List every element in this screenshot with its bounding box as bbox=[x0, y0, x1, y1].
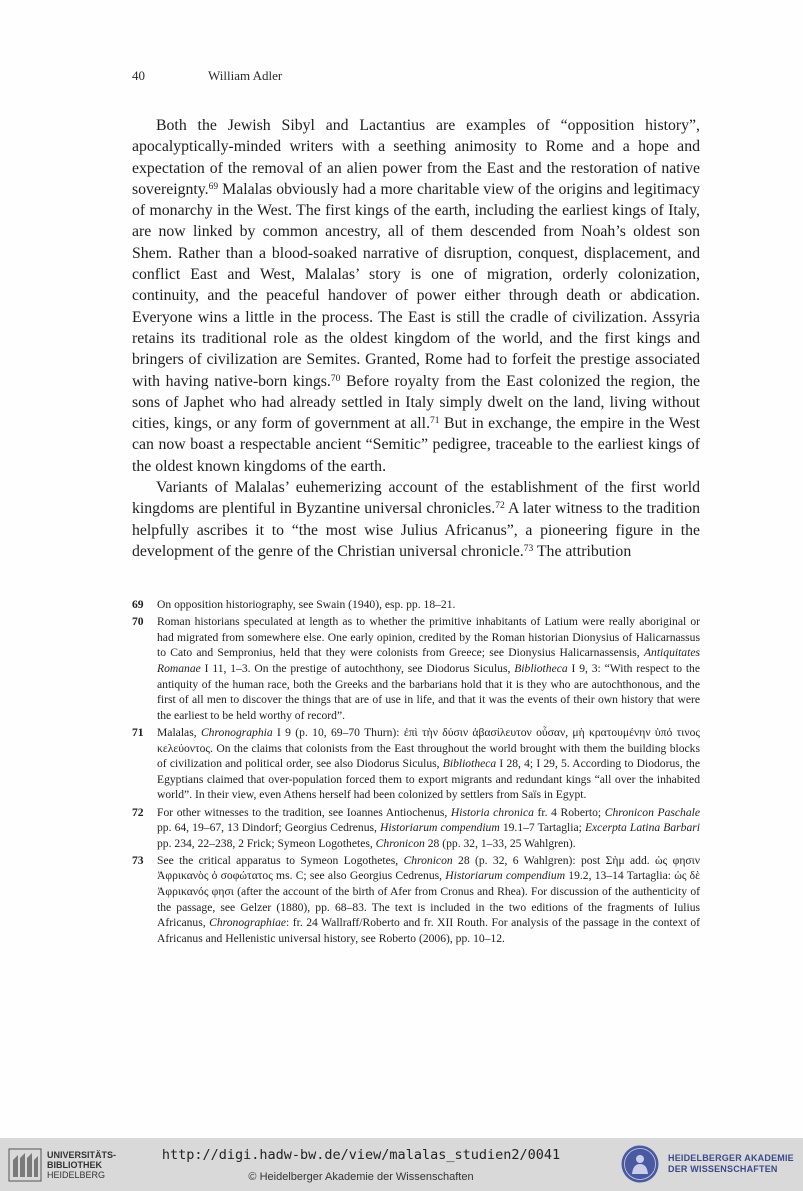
work-title: Historia chronica bbox=[450, 805, 534, 819]
text-run: I 9 (p. 10, 69–70 Thurn): ἐπὶ τὴν δύσιν ἀβασίλευτον οὖσαν, μὴ κρατουμένην ὑπό τινος κελεύοντος. On the claims that colonists from the East throughout the world brought with them the building blocks of civilization and political order, see also Diodorus Siculus, bbox=[157, 725, 701, 771]
text-run: But in exchange, the empire in the West can now boast a respectable ancient “Semitic” pedigree, traceable to the earliest kings of the oldest known kingdoms of the earth. bbox=[132, 415, 700, 475]
text-run: Both the Jewish Sibyl and Lactantius are examples of “opposition history”, apocalyptically-minded writers with a seething animosity to Rome and a hope and expectation of the removal of an alien power from the East and the restoration of native sovereignty. bbox=[132, 117, 700, 198]
text-run: Before royalty from the East colonized the region, the sons of Japhet who had already settled in Italy simply dwelt on the land, living without cities, kings, or any form of government at all. bbox=[132, 372, 701, 433]
text-run: 28 (pp. 32, 1–33, 25 Wahlgren). bbox=[424, 836, 576, 850]
text-run: Malalas, bbox=[157, 725, 201, 739]
viewer-footer bbox=[0, 1138, 803, 1191]
text-run: : fr. 24 Wallraff/Roberto and fr. XII Routh. For analysis of the passage in the context of Africanus and Hellenistic universal history, see Roberto (2006), pp. 10–12. bbox=[157, 916, 700, 945]
footnote-72 bbox=[132, 805, 700, 852]
running-author: William Adler bbox=[208, 68, 283, 83]
work-title: Antiquitates Romanae bbox=[157, 646, 700, 675]
footnote-70 bbox=[132, 614, 700, 723]
logo-text-line: HEIDELBERGER AKADEMIE bbox=[668, 1153, 794, 1163]
footnote-ref-72[interactable]: 72 bbox=[495, 501, 505, 512]
document-url-link[interactable]: http://digi.hadw-bw.de/view/malalas_studien2/0041 bbox=[161, 1147, 561, 1163]
text-run: Roman historians speculated at length as to whether the primitive inhabitants of Latium were really aboriginal or had migrated from somewhere else. One early opinion, credited by the Roman historian Dionysius of Halicarnassus to Cato and Sempronius, held that they were colonists from Greece; see Dionysius Halicarnassensis, bbox=[157, 615, 700, 660]
footnote-text bbox=[157, 614, 700, 723]
footnote-text bbox=[157, 805, 700, 852]
text-run: 19.2, 13–14 Tartaglia: ὡς δὲ Ἀφρικανός φησι (after the account of the birth of Afer from Cronus and Rhea). For discussion of the authenticity of the passage, see Gelzer (1880), pp. 68–83. The text is included in the two editions of the fragments of Iulius Africanus, bbox=[157, 869, 700, 930]
text-run: pp. 64, 19–67, 13 Dindorf; Georgius Cedrenus, bbox=[157, 821, 381, 835]
footnote-ref-71[interactable]: 71 bbox=[430, 416, 440, 427]
work-title: Chronicon bbox=[375, 836, 425, 850]
footnote-text bbox=[157, 853, 700, 947]
text-run: I 11, 1–3. On the prestige of autochthony, see Diodorus Siculus, bbox=[200, 661, 515, 675]
text-run: I 9, 3: “With respect to the antiquity of the human race, both the Greeks and the barbarians hold that it is they who are autochthonous, and the first of all men to discover the things that are of use in life, and that it was the events of their own history that were the earliest to be held worthy of record”. bbox=[157, 661, 700, 722]
footnotes bbox=[132, 597, 700, 948]
paragraph-1 bbox=[132, 115, 700, 477]
text-run: Malalas obviously had a more charitable view of the origins and legitimacy of monarchy in the West. The first kings of the earth, including the earliest kings of Italy, are now linked by common ancestry, all of them descended from Noah’s oldest son Shem. Rather than a blood-soaked narrative of disruption, conquest, displacement, and conflict East and West, Malalas’ story is one of migration, orderly colonization, continuity, and the peaceful handover of power either through death or abdication. Everyone wins a little in the process. The East is still the cradle of civilization. Assyria retains its traditional role as the oldest kingdom of the world, and the first kings and bringers of civilization are Semites. Granted, Rome had to forfeit the prestige associated with having native-born kings. bbox=[132, 180, 700, 390]
page-number: 40 bbox=[132, 68, 145, 83]
logo-text-line: UNIVERSITÄTS- bbox=[47, 1150, 117, 1160]
text-run: 19.1–7 Tartaglia; bbox=[499, 821, 585, 835]
copyright-notice: © Heidelberger Akademie der Wissenschaften bbox=[248, 1171, 474, 1183]
text-run: Variants of Malalas’ euhemerizing account of the establishment of the first world kingdoms are plentiful in Byzantine universal chronicles. bbox=[132, 479, 700, 518]
running-header bbox=[132, 68, 282, 84]
footnote-number: 69 bbox=[132, 598, 144, 611]
footnote-73 bbox=[132, 853, 700, 947]
footnote-text bbox=[157, 725, 700, 803]
work-title: Historiarum compendium bbox=[445, 869, 566, 883]
logo-text-line: HEIDELBERG bbox=[47, 1170, 106, 1180]
footnote-number: 70 bbox=[132, 615, 144, 629]
footnote-ref-69[interactable]: 69 bbox=[208, 181, 219, 192]
paragraph-2 bbox=[132, 477, 700, 562]
logo-text-line: BIBLIOTHEK bbox=[47, 1160, 102, 1170]
academy-seal-icon[interactable] bbox=[620, 1144, 660, 1184]
text-run: fr. 4 Roberto; bbox=[533, 805, 605, 819]
text-run: I 28, 4; I 29, 5. According to Diodorus, the Egyptians claimed that over-population forced them to export migrants and redundant kings “all over the inhabited world”. In their view, even Athens herself had been colonized by settlers from Saïs in Egypt. bbox=[157, 757, 700, 802]
footnote-ref-70[interactable]: 70 bbox=[330, 373, 341, 384]
footnote-ref-73[interactable]: 73 bbox=[523, 543, 534, 554]
footnote-text: On opposition historiography, see Swain (1940), esp. pp. 18–21. bbox=[157, 598, 456, 611]
work-title: Chronographiae bbox=[209, 916, 287, 930]
footnote-69 bbox=[132, 597, 700, 613]
footnote-number: 71 bbox=[132, 725, 144, 739]
work-title: Chronicon Paschale bbox=[604, 805, 700, 819]
logo-text-line: DER WISSENSCHAFTEN bbox=[668, 1164, 778, 1174]
footnote-71 bbox=[132, 725, 700, 803]
text-run: pp. 234, 22–238, 2 Frick; Symeon Logothetes, bbox=[157, 836, 376, 850]
text-run: For other witnesses to the tradition, see Ioannes Antiochenus, bbox=[157, 805, 451, 819]
text-run: The attribution bbox=[533, 542, 632, 560]
work-title: Chronographia bbox=[200, 725, 273, 739]
text-run: See the critical apparatus to Symeon Logothetes, bbox=[157, 853, 404, 867]
work-title: Bibliotheca bbox=[442, 757, 497, 771]
work-title: Bibliotheca bbox=[514, 661, 568, 675]
text-run: A later witness to the tradition helpfully ascribes it to “the most wise Julius Africanus”, a pioneering figure in the development of the genre of the Christian universal chronicle. bbox=[132, 500, 700, 560]
academy-name bbox=[668, 1153, 794, 1175]
main-text bbox=[132, 115, 700, 562]
footnote-number: 72 bbox=[132, 805, 144, 819]
work-title: Excerpta Latina Barbari bbox=[584, 821, 700, 835]
footnote-number: 73 bbox=[132, 853, 144, 867]
work-title: Historiarum compendium bbox=[380, 821, 500, 835]
work-title: Chronicon bbox=[403, 853, 453, 867]
text-run: 28 (p. 32, 6 Wahlgren): post Σὴμ add. ὡς φησιν Ἀφρικανὸς ὁ σοφώτατος ms. C; see also Georgius Cedrenus, bbox=[157, 853, 700, 883]
